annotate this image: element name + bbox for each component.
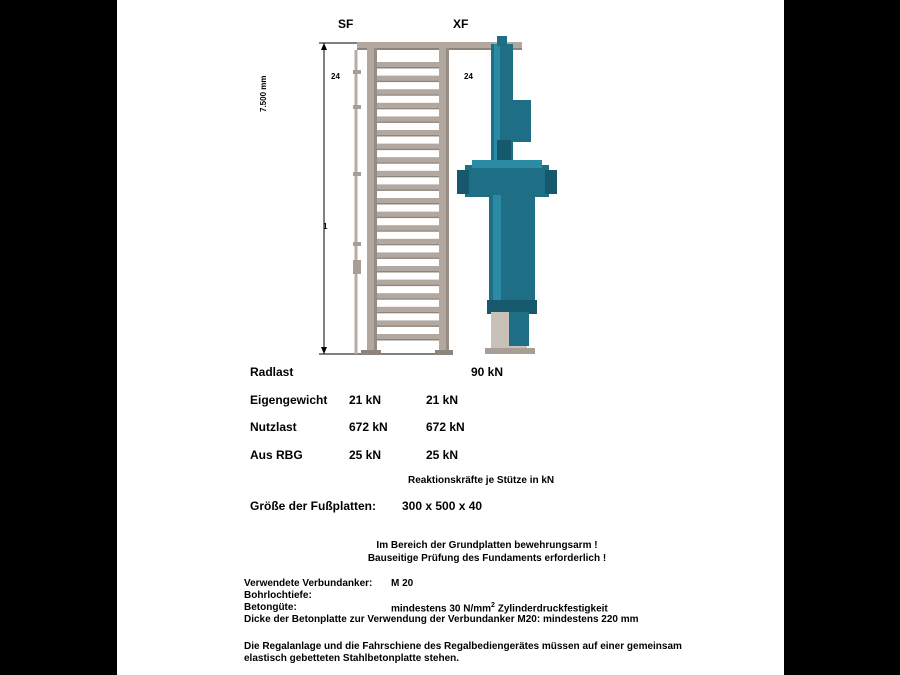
load-row-xf: 21 kN: [426, 393, 459, 407]
reaction-note: Reaktionskräfte je Stütze in kN: [408, 475, 555, 486]
shelf-beam: [377, 293, 439, 298]
shelf-beam: [377, 62, 439, 67]
shelf-beam: [377, 116, 439, 121]
shelf-beam: [377, 171, 439, 176]
label-sf: SF: [338, 17, 354, 31]
load-row-sf: 672 kN: [349, 420, 388, 434]
shelf-beam: [377, 198, 439, 203]
shelf-beam: [377, 280, 439, 285]
load-row-xf: 672 kN: [426, 420, 465, 434]
shelf-beam: [377, 334, 439, 339]
shelf-beam: [377, 320, 439, 325]
rack-drawing: [117, 0, 784, 365]
note-line-2: elastisch gebetteten Stahlbetonplatte stehen.: [244, 653, 460, 664]
shelf-beam: [377, 157, 439, 162]
drill-label: Bohrlochtiefe:: [244, 590, 312, 601]
load-row-sf: 21 kN: [349, 393, 382, 407]
radlast-value: 90 kN: [471, 365, 504, 379]
document-page: [117, 0, 784, 675]
concrete-label: Betongüte:: [244, 602, 297, 613]
shelf-beam: [377, 252, 439, 257]
shelf-beam: [377, 225, 439, 230]
shelf-beam: [377, 239, 439, 244]
slab-thickness: Dicke der Betonplatte zur Verwendung der Verbundanker M20: mindestens 220 mm: [244, 614, 639, 625]
shelf-beam: [377, 184, 439, 189]
load-row-label: Aus RBG: [250, 448, 303, 462]
shelf-beam: [377, 103, 439, 108]
plate-value: 300 x 500 x 40: [402, 499, 483, 513]
height-dimension: 7.500 mm: [259, 75, 268, 112]
concrete-value: mindestens 30 $N/mm^2$ Zylinderdruckfestigkeit: [391, 602, 608, 615]
anchor-value: M 20: [391, 578, 414, 589]
label-xf: XF: [453, 17, 469, 31]
dim-24-right: 24: [464, 72, 473, 81]
plate-label: Größe der Fußplatten:: [250, 499, 376, 513]
load-row-xf: 25 kN: [426, 448, 459, 462]
shelf-beam: [377, 130, 439, 135]
warning-line-1: Im Bereich der Grundplatten bewehrungsarm !: [376, 540, 598, 551]
load-row-label: Nutzlast: [250, 420, 297, 434]
dim-1: 1: [323, 222, 328, 231]
shelf-beam: [377, 89, 439, 94]
shelf-beam: [377, 266, 439, 271]
load-row-sf: 25 kN: [349, 448, 382, 462]
dim-24-left: 24: [331, 72, 340, 81]
shelf-beam: [377, 144, 439, 149]
note-line-1: Die Regalanlage und die Fahrschiene des Regalbediengerätes müssen auf einer gemeinsam: [244, 641, 682, 652]
shelf-beam: [377, 307, 439, 312]
load-row-label: Eigengewicht: [250, 393, 328, 407]
warning-line-2: Bauseitige Prüfung des Fundaments erforderlich !: [367, 553, 607, 564]
anchor-label: Verwendete Verbundanker:: [244, 578, 373, 589]
shelf-beam: [377, 76, 439, 81]
shelf-beam: [377, 212, 439, 217]
radlast-label: Radlast: [250, 365, 294, 379]
